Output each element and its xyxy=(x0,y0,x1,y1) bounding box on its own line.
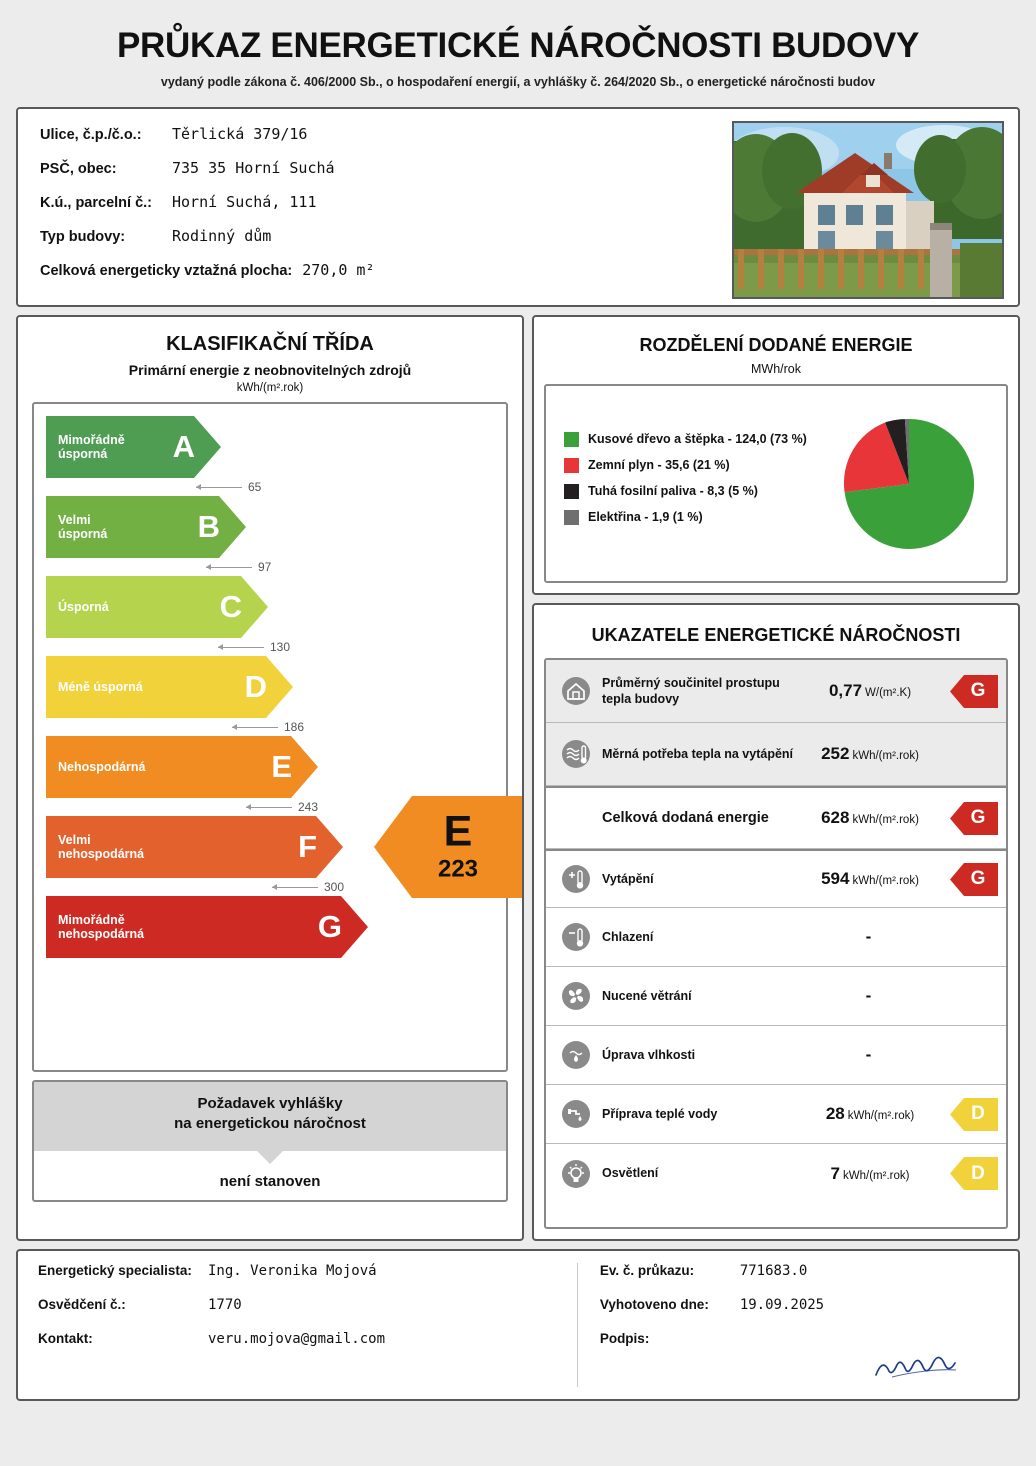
footer-row xyxy=(38,1331,577,1347)
indicator-value xyxy=(800,986,940,1006)
indicator-value xyxy=(800,927,940,947)
table-row xyxy=(546,1085,1006,1144)
result-class-value: 223 xyxy=(437,855,479,883)
specialist-value: Ing. Veronika Mojová xyxy=(208,1263,377,1279)
document-footer xyxy=(16,1249,1020,1401)
class-bars xyxy=(46,416,368,976)
cooling-icon xyxy=(556,922,596,952)
tap-icon xyxy=(556,1099,596,1129)
class-boundary-d: 186 xyxy=(232,720,304,734)
indicator-number: 628 xyxy=(821,808,850,827)
indicator-value xyxy=(800,1164,940,1184)
contact-label: Kontakt: xyxy=(38,1331,93,1346)
class-bar-b xyxy=(46,496,246,558)
table-row xyxy=(546,786,1006,849)
fan-icon xyxy=(556,981,596,1011)
area-value: 270,0 m² xyxy=(302,261,375,279)
requirement-title-line2: na energetickou náročnost xyxy=(174,1115,366,1133)
requirement-title-line1: Požadavek vyhlášky xyxy=(197,1095,343,1112)
classification-column xyxy=(16,315,524,1241)
signature-label: Podpis: xyxy=(599,1331,650,1346)
indicator-label: Úprava vlhkosti xyxy=(602,1047,696,1062)
indicator-value xyxy=(800,1045,940,1065)
indicator-number: 594 xyxy=(821,869,850,888)
badge-letter: D xyxy=(971,1162,985,1184)
footer-row xyxy=(600,1263,1008,1279)
badge-letter: D xyxy=(971,1103,985,1124)
class-row-d xyxy=(46,656,368,736)
legend-swatch-gas xyxy=(564,458,579,473)
result-class-letter: E xyxy=(443,807,473,856)
classification-result-marker xyxy=(374,796,522,898)
signature-image xyxy=(872,1349,968,1388)
classification-subtitle: Primární energie z neobnovitelných zdrojů xyxy=(128,362,412,378)
legend-swatch-solid-fuel xyxy=(564,484,579,499)
class-label-e: Nehospodárná xyxy=(58,759,146,774)
area-row xyxy=(40,261,732,279)
indicator-unit: W/(m².K) xyxy=(865,687,912,699)
indicator-label: Celková dodaná energie xyxy=(602,809,769,826)
classification-title: KLASIFIKAČNÍ TŘÍDA xyxy=(166,333,374,355)
cadastre-label: K.ú., parcelní č.: xyxy=(40,195,152,211)
issue-date-value: 19.09.2025 xyxy=(739,1297,825,1313)
class-letter-f: F xyxy=(298,829,317,864)
indicator-number: 28 xyxy=(825,1104,845,1123)
indicator-label: Osvětlení xyxy=(602,1166,659,1181)
class-letter-d: D xyxy=(244,669,267,704)
street-label: Ulice, č.p./č.o.: xyxy=(40,127,142,143)
class-row-g xyxy=(46,896,368,976)
table-row xyxy=(546,908,1006,967)
table-row xyxy=(546,660,1006,723)
class-bar-g xyxy=(46,896,368,958)
address-row xyxy=(40,227,732,245)
indicator-number: - xyxy=(865,927,872,946)
energy-distribution-panel xyxy=(532,315,1020,595)
class-boundary-e: 243 xyxy=(246,800,318,814)
status-badge xyxy=(940,802,998,835)
document-number-label: Ev. č. průkazu: xyxy=(599,1263,695,1278)
distribution-chart-area xyxy=(544,384,1008,583)
class-bar-f xyxy=(46,816,343,878)
building-type-label: Typ budovy: xyxy=(40,229,126,245)
footer-row xyxy=(600,1331,1008,1346)
class-label-g: Mimořádně nehospodárná xyxy=(58,912,145,941)
footer-row xyxy=(38,1263,577,1279)
table-row xyxy=(546,849,1006,908)
zip-city-value: 735 35 Horní Suchá xyxy=(172,159,335,177)
class-label-a: Mimořádně úsporná xyxy=(58,432,125,461)
classification-panel xyxy=(16,315,524,1241)
address-row xyxy=(40,125,732,143)
document-header xyxy=(8,8,1028,99)
building-type-value: Rodinný dům xyxy=(172,227,272,245)
indicator-value xyxy=(800,808,940,828)
document-meta xyxy=(578,1263,1008,1387)
legend-item xyxy=(564,458,824,473)
indicator-value xyxy=(800,869,940,889)
table-row xyxy=(546,1144,1006,1203)
requirement-value: není stanoven xyxy=(219,1172,321,1190)
class-badge-g xyxy=(950,802,998,835)
distribution-pie-chart xyxy=(824,414,994,554)
class-bar-d xyxy=(46,656,293,718)
issue-date-label: Vyhotoveno dne: xyxy=(599,1297,709,1312)
building-identification-panel xyxy=(16,107,1020,307)
specialist-label: Energetický specialista: xyxy=(38,1263,192,1278)
class-boundary-f: 300 xyxy=(272,880,344,894)
class-label-b: Velmi úsporná xyxy=(58,512,108,541)
indicator-unit: kWh/(m².rok) xyxy=(847,1110,915,1122)
document-number-value: 771683.0 xyxy=(739,1263,808,1279)
badge-letter: G xyxy=(970,868,986,889)
indicator-label: Vytápění xyxy=(602,871,654,886)
building-photo xyxy=(732,121,1004,299)
class-badge-g xyxy=(950,675,998,708)
indicator-number: - xyxy=(865,1045,872,1064)
legend-item xyxy=(564,510,824,525)
class-letter-c: C xyxy=(219,589,242,624)
distribution-legend xyxy=(558,432,824,536)
indicator-value xyxy=(800,744,940,764)
class-badge-d xyxy=(950,1157,998,1190)
indicator-number: - xyxy=(865,986,872,1005)
class-bar-a xyxy=(46,416,221,478)
class-row-f xyxy=(46,816,368,896)
distribution-title: ROZDĚLENÍ DODANÉ ENERGIE xyxy=(639,335,913,355)
main-content xyxy=(16,315,1020,1241)
table-row xyxy=(546,967,1006,1026)
class-label-f: Velmi nehospodárná xyxy=(58,832,145,861)
classification-scale xyxy=(32,402,508,1072)
status-badge xyxy=(940,1098,998,1131)
page-title: PRŮKAZ ENERGETICKÉ NÁROČNOSTI BUDOVY xyxy=(116,26,920,65)
class-row-a xyxy=(46,416,368,496)
indicator-unit: kWh/(m².rok) xyxy=(852,814,919,826)
indicator-unit: kWh/(m².rok) xyxy=(852,875,919,887)
class-boundary-a: 65 xyxy=(196,480,261,494)
contact-value: veru.mojova@gmail.com xyxy=(208,1331,386,1347)
status-badge xyxy=(940,863,998,896)
energy-indicators-panel xyxy=(532,603,1020,1241)
indicators-title: UKAZATELE ENERGETICKÉ NÁROČNOSTI xyxy=(591,625,961,645)
requirement-box xyxy=(32,1080,508,1202)
humidity-icon xyxy=(556,1040,596,1070)
class-boundary-b: 97 xyxy=(206,560,271,574)
house-icon xyxy=(556,676,596,706)
class-row-e xyxy=(46,736,368,816)
certificate-number-value: 1770 xyxy=(208,1297,242,1313)
page-subtitle: vydaný podle zákona č. 406/2000 Sb., o hospodaření energií, a vyhlášky č. 264/2020 Sb., o energetické náročnosti budov xyxy=(160,75,876,89)
class-label-d: Méně úsporná xyxy=(58,679,143,694)
indicator-unit: kWh/(m².rok) xyxy=(843,1169,910,1182)
address-row xyxy=(40,159,732,177)
address-fields xyxy=(32,121,732,293)
indicator-label: Měrná potřeba tepla na vytápění xyxy=(602,746,794,761)
area-label: Celková energeticky vztažná plocha: xyxy=(40,263,293,279)
class-letter-a: A xyxy=(172,429,195,464)
street-value: Těrlická 379/16 xyxy=(172,125,308,143)
legend-swatch-electricity xyxy=(564,510,579,525)
footer-row xyxy=(38,1297,577,1313)
cadastre-value: Horní Suchá, 111 xyxy=(172,193,317,211)
right-column xyxy=(532,315,1020,1241)
legend-swatch-wood xyxy=(564,432,579,447)
legend-label-gas: Zemní plyn - 35,6 (21 %) xyxy=(588,458,730,472)
table-row xyxy=(546,1026,1006,1085)
badge-letter: G xyxy=(970,807,986,828)
indicator-number: 7 xyxy=(830,1163,841,1183)
indicator-label: Nucené větrání xyxy=(602,988,692,1003)
certificate-number-label: Osvědčení č.: xyxy=(38,1297,126,1312)
legend-label-solid-fuel: Tuhá fosilní paliva - 8,3 (5 %) xyxy=(588,484,758,498)
class-row-b xyxy=(46,496,368,576)
legend-label-wood: Kusové dřevo a štěpka - 124,0 (73 %) xyxy=(588,432,807,446)
indicator-label: Průměrný součinitel prostupu tepla budovy xyxy=(602,675,780,706)
class-bar-e xyxy=(46,736,318,798)
requirement-title xyxy=(34,1082,506,1151)
indicator-value xyxy=(800,681,940,701)
class-badge-g xyxy=(950,863,998,896)
class-boundary-c: 130 xyxy=(218,640,290,654)
class-letter-g: G xyxy=(317,909,342,944)
specialist-info xyxy=(28,1263,578,1387)
class-letter-b: B xyxy=(197,509,220,544)
indicator-number: 252 xyxy=(821,744,850,763)
table-row xyxy=(546,723,1006,786)
indicator-unit: kWh/(m².rok) xyxy=(852,750,919,762)
indicator-label: Chlazení xyxy=(602,929,654,944)
legend-item xyxy=(564,432,824,447)
indicator-number: 0,77 xyxy=(828,681,863,700)
class-badge-d xyxy=(950,1098,998,1131)
classification-unit: kWh/(m².rok) xyxy=(236,382,304,394)
badge-letter: G xyxy=(970,680,986,701)
indicator-value xyxy=(800,1104,940,1124)
class-bar-c xyxy=(46,576,268,638)
distribution-unit: MWh/rok xyxy=(751,362,801,376)
status-badge xyxy=(940,1157,998,1190)
zip-city-label: PSČ, obec: xyxy=(40,161,117,177)
footer-row xyxy=(600,1297,1008,1313)
indicators-table xyxy=(544,658,1008,1229)
legend-label-electricity: Elektřina - 1,9 (1 %) xyxy=(588,510,703,524)
class-row-c xyxy=(46,576,368,656)
indicator-label: Příprava teplé vody xyxy=(602,1106,718,1121)
heat-waves-icon xyxy=(556,739,596,769)
class-letter-e: E xyxy=(271,749,292,784)
status-badge xyxy=(940,675,998,708)
bulb-icon xyxy=(556,1159,596,1189)
legend-item xyxy=(564,484,824,499)
address-row xyxy=(40,193,732,211)
class-label-c: Úsporná xyxy=(58,599,109,614)
radiator-icon xyxy=(556,864,596,894)
